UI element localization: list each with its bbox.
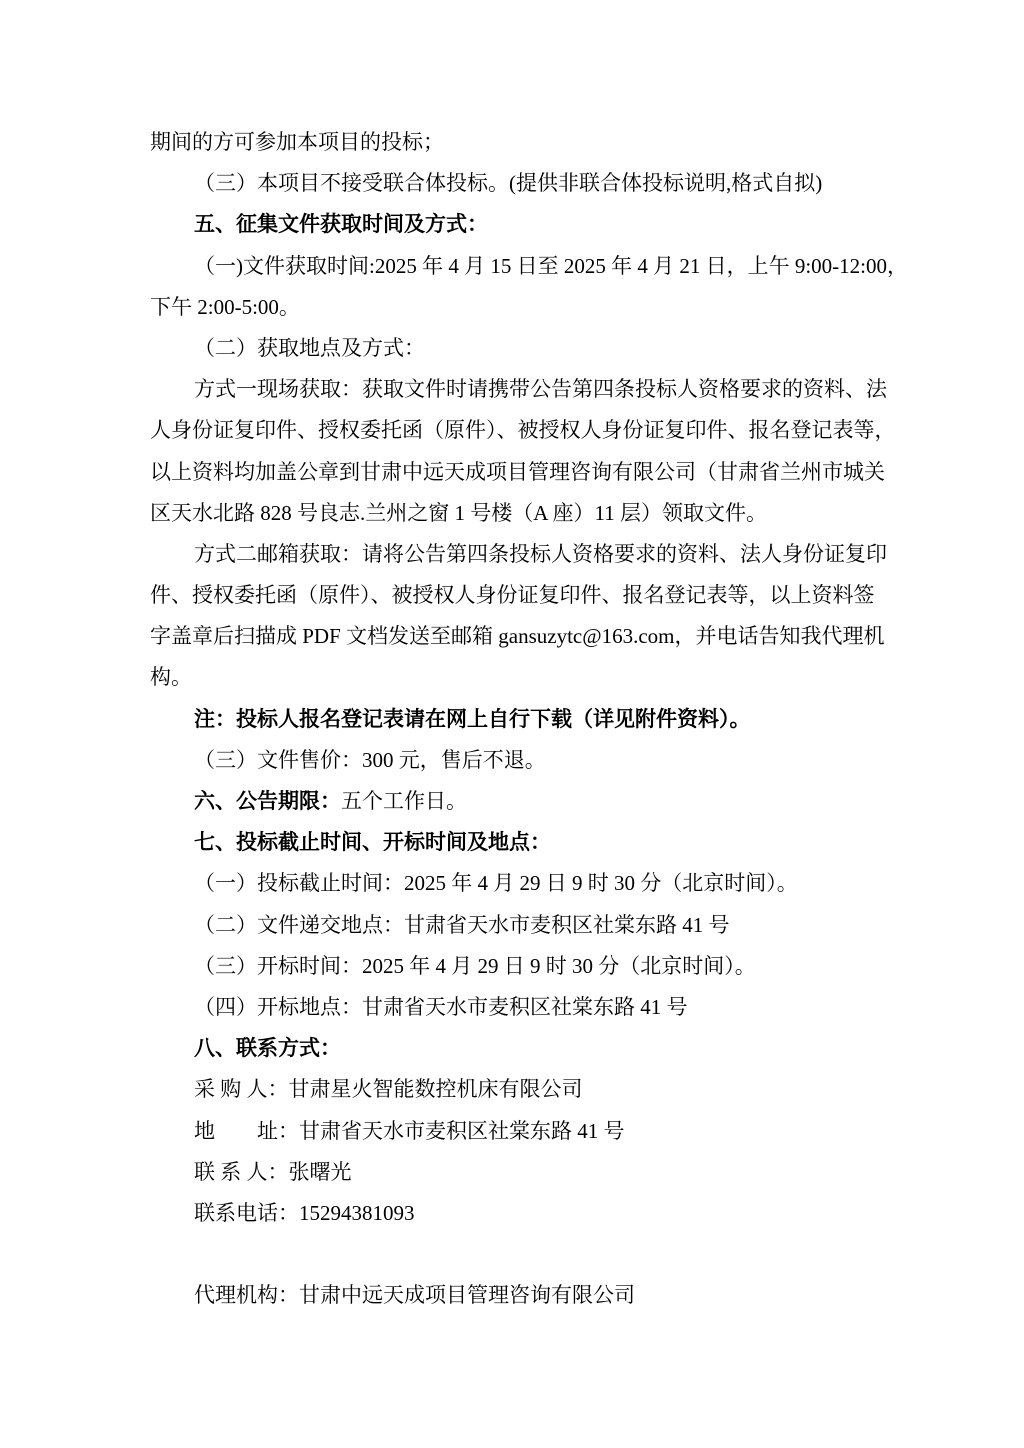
section-heading-6 xyxy=(150,781,876,822)
section-heading-5: 五、征集文件获取时间及方式： xyxy=(194,212,488,237)
section-heading-7: 七、投标截止时间、开标时间及地点： xyxy=(194,830,551,855)
para-method-email-line1: 方式二邮箱获取：请将公告第四条投标人资格要求的资料、法人身份证复印 xyxy=(194,541,887,566)
para-method-email-line3: 字盖章后扫描成 PDF 文档发送至邮箱 gansuzytc@163.com，并电话告知我代理机 xyxy=(150,624,885,649)
para-method-onsite-line3: 以上资料均加盖公章到甘肃中远天成项目管理咨询有限公司（甘肃省兰州市城关 xyxy=(150,459,885,484)
contact-agency: 代理机构：甘肃中远天成项目管理咨询有限公司 xyxy=(194,1283,635,1308)
clause-opening-time: （三）开标时间：2025 年 4 月 29 日 9 时 30 分（北京时间）。 xyxy=(194,953,756,978)
clause-opening-place: （四）开标地点：甘肃省天水市麦积区社棠东路 41 号 xyxy=(194,994,688,1019)
para-method-email-line2: 件、授权委托函（原件）、被授权人身份证复印件、报名登记表等，以上资料签 xyxy=(150,583,875,608)
section-heading-6-value: 五个工作日。 xyxy=(341,789,467,813)
clause-file-price: （三）文件售价：300 元，售后不退。 xyxy=(194,747,546,772)
clause-file-time-cont: 下午 2:00-5:00。 xyxy=(150,294,300,319)
contact-person: 联 系 人：张曙光 xyxy=(194,1159,352,1184)
contact-purchaser: 采 购 人：甘肃星火智能数控机床有限公司 xyxy=(194,1077,583,1102)
section-heading-6-label: 六、公告期限： xyxy=(194,789,341,813)
clause-file-time: （一)文件获取时间:2025 年 4 月 15 日至 2025 年 4 月 21 日，上午 9:00-12:00， xyxy=(194,253,908,278)
contact-phone: 联系电话：15294381093 xyxy=(194,1200,415,1225)
clause-bid-deadline: （一）投标截止时间：2025 年 4 月 29 日 9 时 30 分（北京时间）。 xyxy=(194,871,798,896)
note-registration-form: 注：投标人报名登记表请在网上自行下载（详见附件资料）。 xyxy=(194,706,751,731)
section-heading-8: 八、联系方式： xyxy=(194,1036,341,1061)
clause-location-method: （二）获取地点及方式： xyxy=(194,335,425,360)
para-method-onsite-line1: 方式一现场获取：获取文件时请携带公告第四条投标人资格要求的资料、法 xyxy=(194,377,887,402)
para-method-onsite-line4: 区天水北路 828 号良志.兰州之窗 1 号楼（A 座）11 层）领取文件。 xyxy=(150,500,767,525)
clause-no-joint-bid: （三）本项目不接受联合体投标。(提供非联合体投标说明,格式自拟) xyxy=(194,171,823,196)
para-method-email-line4: 构。 xyxy=(150,665,192,690)
contact-address: 地 址：甘肃省天水市麦积区社棠东路 41 号 xyxy=(194,1118,625,1143)
blank-line xyxy=(150,1234,876,1275)
clause-submission-place: （二）文件递交地点：甘肃省天水市麦积区社棠东路 41 号 xyxy=(194,912,730,937)
para-method-onsite-line2: 人身份证复印件、授权委托函（原件）、被授权人身份证复印件、报名登记表等， xyxy=(150,418,896,443)
paragraph-continuation: 期间的方可参加本项目的投标； xyxy=(150,130,444,154)
